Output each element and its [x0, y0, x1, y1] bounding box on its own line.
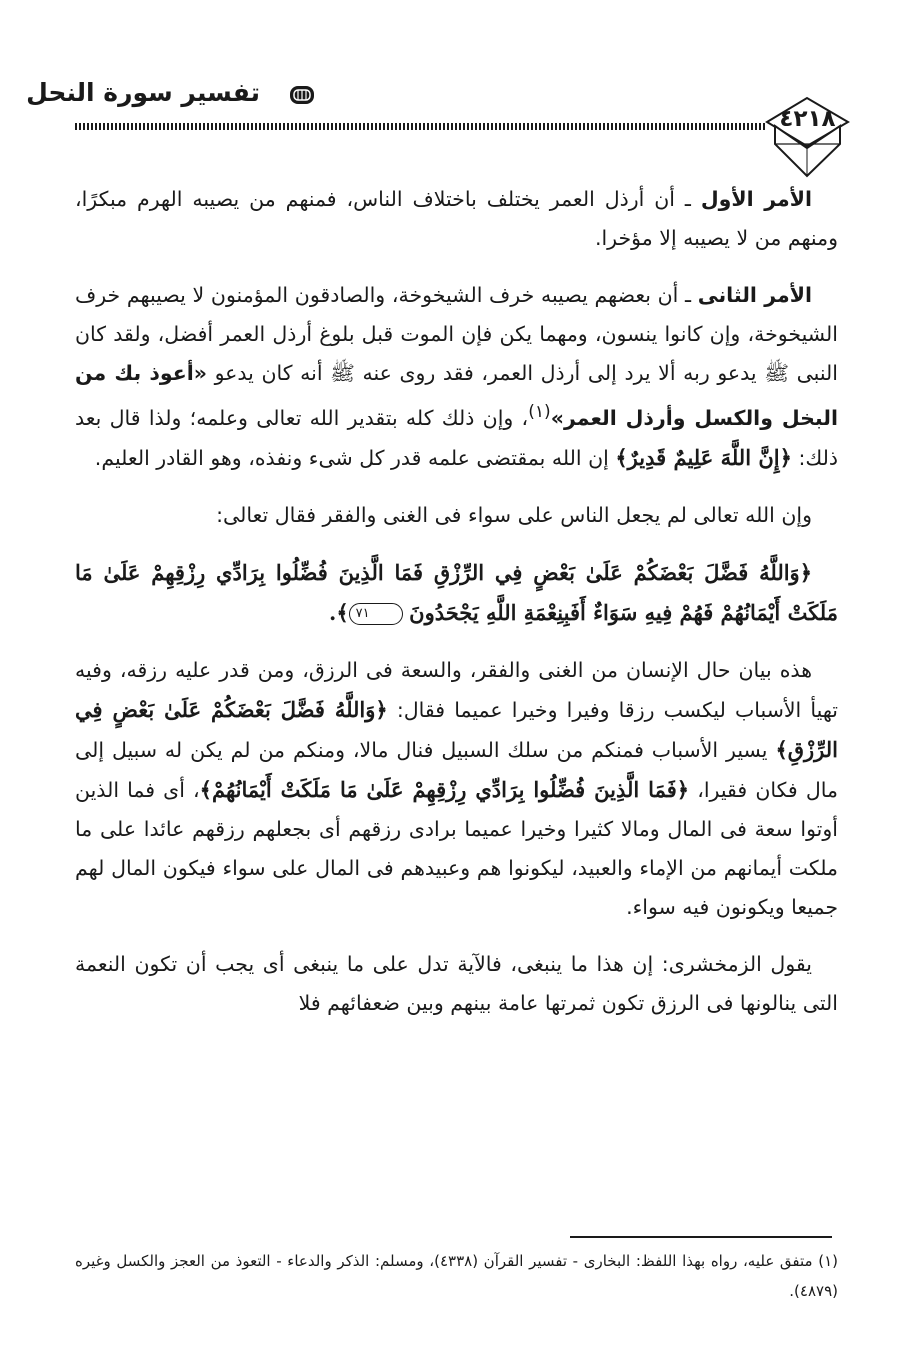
- paragraph-4: [75, 651, 838, 927]
- paragraph-3-text: وإن الله تعالى لم يجعل الناس على سواء فى الغنى والفقر فقال تعالى:: [216, 502, 812, 527]
- paragraph-4-text-c: ، أى فما الذين أوتوا سعة فى المال ومالا كثيرا وخيرا عميما برادى رزقهم أى بجعلهم رزقهم عائدا على ما ملكت أيمانهم من الإماء والعبيد، ليكونوا هم وعبيدهم فى المال على سواء فيكون المال لهم جميعا ويكونون فيه سواء.: [75, 777, 838, 919]
- footnote: (١) متفق عليه، رواه بهذا اللفظ: البخارى - تفسير القرآن (٤٣٣٨)، ومسلم: الذكر والدعاء - التعوذ من العجز والكسل وغيره (٤٨٧٩).: [75, 1252, 838, 1300]
- paragraph-5: [75, 945, 838, 1023]
- footnote-divider: [570, 1236, 832, 1238]
- paragraph-2-text-b: ، وإن ذلك كله بتقدير الله تعالى وعلمه؛ ولذا قال بعد ذلك:: [75, 405, 838, 470]
- paragraph-1: [75, 180, 838, 258]
- verse-block: [75, 553, 838, 633]
- page-number: ٤٢١٨: [779, 106, 836, 132]
- paragraph-3: [75, 496, 838, 535]
- paragraph-2-text-c: إن الله بمقتضى علمه قدر كل شىء ونفذه، وهو القادر العليم.: [94, 445, 616, 470]
- header-rule: [75, 123, 765, 130]
- main-text: [75, 180, 838, 1041]
- verse-close: ﴾.: [329, 599, 349, 625]
- quran-quote-3: ﴿فَمَا الَّذِينَ فُضِّلُوا بِرَادِّي رِزْقِهِمْ عَلَىٰ مَا مَلَكَتْ أَيْمَانُهُمْ﴾: [199, 776, 690, 802]
- running-title: تفسير سورة النحل: [26, 78, 260, 107]
- page-header: [26, 70, 860, 180]
- ornament-icon: [289, 82, 315, 108]
- quran-quote-2: ﴿وَاللَّهُ فَضَّلَ بَعْضَكُمْ عَلَىٰ بَعْضٍ فِي الرِّزْقِ﴾: [75, 696, 838, 762]
- footnote-marker[interactable]: (١): [528, 402, 551, 422]
- quran-quote-1: ﴿إِنَّ اللَّهَ عَلِيمٌ قَدِيرٌ﴾: [615, 444, 792, 470]
- ayah-number: ٧١: [349, 603, 403, 625]
- paragraph-2-lead: الأمر الثانى: [697, 283, 812, 307]
- verse-text: ﴿وَاللَّهُ فَضَّلَ بَعْضَكُمْ عَلَىٰ بَعْضٍ فِي الرِّزْقِ فَمَا الَّذِينَ فُضِّلُوا بِرَادِّي رِزْقِهِمْ عَلَىٰ مَا مَلَكَتْ أَيْمَانُهُمْ فَهُمْ فِيهِ سَوَاءٌ أَفَبِنِعْمَةِ اللَّهِ يَجْحَدُونَ: [75, 559, 838, 625]
- paragraph-4-text-b: يسير الأسباب فمنكم من سلك السبيل فنال مالا، ومنكم من لم يكن له سبيل إلى مال فكان فقيرا،: [75, 737, 838, 802]
- paragraph-1-lead: الأمر الأول: [700, 187, 813, 211]
- page-number-badge: [755, 92, 860, 180]
- hadith-quote: «أعوذ بك من البخل والكسل وأرذل العمر»: [75, 361, 838, 430]
- paragraph-2-text-a: ـ أن بعضهم يصيبه خرف الشيخوخة، والصادقون المؤمنون لا يصيبهم خرف الشيخوخة، وإن كانوا ينسون، ومهما يكن فإن الموت قبل بلوغ أرذل العمر أفضل، ولقد كان النبى ﷺ يدعو ربه ألا يرد إلى أرذل العمر، فقد روى عنه ﷺ أنه كان يدعو: [75, 283, 838, 385]
- paragraph-2: [75, 276, 838, 478]
- paragraph-1-text: ـ أن أرذل العمر يختلف باختلاف الناس، فمنهم من يصيبه الهرم مبكرًا، ومنهم من لا يصيبه إلا مؤخرا.: [75, 187, 838, 250]
- paragraph-5-text: يقول الزمخشرى: إن هذا ما ينبغى، فالآية تدل على ما ينبغى أى يجب أن تكون النعمة التى ينالونها فى الرزق تكون ثمرتها عامة بينهم وبين ضعفائهم فلا: [75, 951, 838, 1015]
- paragraph-4-text-a: هذه بيان حال الإنسان من الغنى والفقر، والسعة فى الرزق، ومن قدر عليه رزقه، وفيه تهيأ الأسباب ليكسب رزقا وفيرا وخيرا عميما فقال:: [75, 657, 838, 722]
